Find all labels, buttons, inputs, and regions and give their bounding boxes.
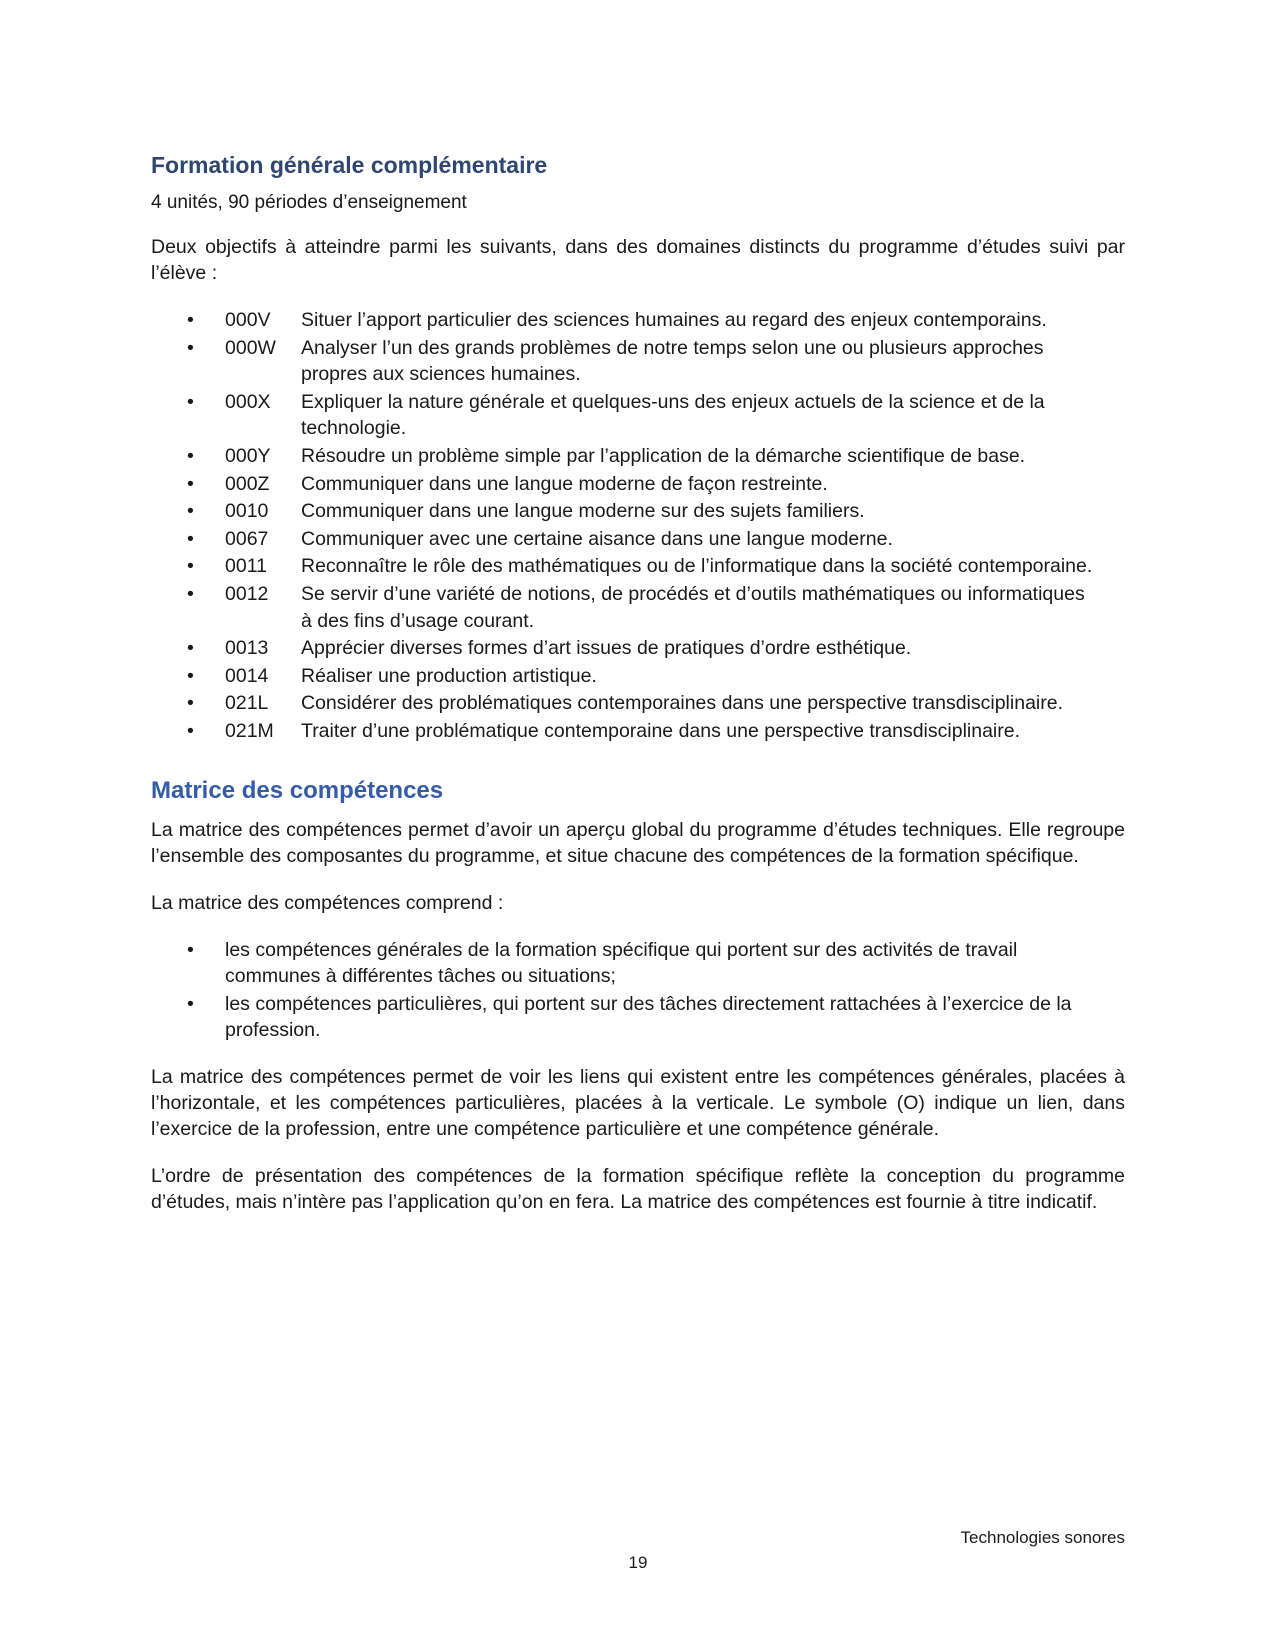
competences-list bbox=[151, 937, 1125, 1043]
section-subtitle: 4 unités, 90 périodes d’enseignement bbox=[151, 192, 467, 213]
objective-code: 000W bbox=[225, 336, 276, 359]
list-item bbox=[151, 471, 1125, 498]
objective-code: 0012 bbox=[225, 582, 269, 605]
bullet-icon: • bbox=[187, 664, 194, 687]
list-item bbox=[151, 335, 1125, 388]
bullet-icon: • bbox=[187, 582, 194, 605]
list-item bbox=[151, 553, 1125, 580]
objective-text: Communiquer dans une langue moderne sur des sujets familiers. bbox=[301, 500, 865, 523]
bullet-icon: • bbox=[187, 527, 194, 550]
list-item bbox=[151, 663, 1125, 690]
objective-text: Considérer des problématiques contemporaines dans une perspective transdisciplinaire. bbox=[301, 692, 1064, 715]
objective-text: Traiter d’une problématique contemporaine dans une perspective transdisciplinaire. bbox=[301, 719, 1021, 742]
section-title: Formation générale complémentaire bbox=[151, 152, 548, 178]
objective-text: Communiquer avec une certaine aisance dans une langue moderne. bbox=[301, 527, 893, 550]
objective-code: 021M bbox=[225, 719, 274, 742]
bullet-icon: • bbox=[187, 719, 194, 742]
page-content bbox=[151, 150, 1125, 1236]
list-item bbox=[151, 937, 1125, 989]
objective-code: 0011 bbox=[225, 555, 267, 578]
bullet-icon: • bbox=[187, 500, 194, 523]
bullet-icon: • bbox=[187, 555, 194, 578]
bullet-icon: • bbox=[187, 309, 194, 331]
objective-text: Résoudre un problème simple par l’application de la démarche scientifique de base. bbox=[301, 444, 1026, 467]
objective-text: Situer l’apport particulier des sciences humaines au regard des enjeux contemporains. bbox=[301, 309, 1047, 331]
list-item bbox=[151, 718, 1125, 745]
objective-text: Se servir d’une variété de notions, de procédés et d’outils mathématiques ou informatiques à des fins d’usage courant. bbox=[301, 582, 1085, 632]
bullet-icon: • bbox=[187, 472, 194, 495]
bullet-icon: • bbox=[187, 992, 194, 1015]
list-item bbox=[151, 498, 1125, 525]
objective-text: Communiquer dans une langue moderne de façon restreinte. bbox=[301, 472, 828, 495]
competence-text: les compétences générales de la formation spécifique qui portent sur des activités de travail communes à différentes tâches ou situations; bbox=[225, 938, 1018, 987]
bullet-icon: • bbox=[187, 692, 194, 715]
objective-code: 0067 bbox=[225, 527, 269, 550]
page-number: 19 bbox=[628, 1553, 648, 1572]
list-item bbox=[151, 690, 1125, 717]
list-item bbox=[151, 635, 1125, 662]
matrix-paragraph-1: La matrice des compétences permet d’avoir un aperçu global du programme d’études techniques. Elle regroupe l’ensemble des composantes du programme, et situe chacune des compétences de la formation spécifique. bbox=[151, 818, 1125, 867]
objective-text: Analyser l’un des grands problèmes de notre temps selon une ou plusieurs approches propres aux sciences humaines. bbox=[301, 336, 1044, 386]
bullet-icon: • bbox=[187, 444, 194, 467]
objectives-list bbox=[151, 307, 1125, 745]
bullet-icon: • bbox=[187, 336, 194, 359]
intro-paragraph: Deux objectifs à atteindre parmi les suivants, dans des domaines distincts du programme d’études suivi par l’élève : bbox=[151, 236, 1125, 284]
objective-text: Expliquer la nature générale et quelques-uns des enjeux actuels de la science et de la technologie. bbox=[301, 390, 1045, 440]
objective-code: 021L bbox=[225, 692, 269, 715]
objective-code: 000Z bbox=[225, 472, 270, 495]
matrix-paragraph-3: La matrice des compétences permet de voir les liens qui existent entre les compétences générales, placées à l’horizontale, et les compétences particulières, placées à la verticale. Le symbole (O) indique un lien, dans l’exercice de la profession, entre une compétence particulière et une compétence générale. bbox=[151, 1065, 1125, 1140]
matrix-paragraph-4: L’ordre de présentation des compétences de la formation spécifique reflète la conception du programme d’études, mais n’intère pas l’application qu’on en fera. La matrice des compétences est fournie à titre indicatif. bbox=[151, 1164, 1125, 1213]
footer-program-name: Technologies sonores bbox=[960, 1528, 1125, 1547]
list-item bbox=[151, 581, 1125, 634]
competence-text: les compétences particulières, qui portent sur des tâches directement rattachées à l’exercice de la profession. bbox=[225, 992, 1072, 1041]
objective-text: Apprécier diverses formes d’art issues de pratiques d’ordre esthétique. bbox=[301, 637, 912, 660]
objective-text: Réaliser une production artistique. bbox=[301, 664, 597, 687]
list-item bbox=[151, 991, 1125, 1043]
matrix-title: Matrice des compétences bbox=[151, 776, 444, 804]
objective-code: 0014 bbox=[225, 664, 269, 687]
objective-code: 0010 bbox=[225, 500, 269, 523]
objective-code: 000V bbox=[225, 309, 271, 331]
list-item bbox=[151, 526, 1125, 553]
list-item bbox=[151, 443, 1125, 470]
list-item bbox=[151, 389, 1125, 442]
list-item bbox=[151, 307, 1125, 334]
objective-text: Reconnaître le rôle des mathématiques ou de l’informatique dans la société contemporaine. bbox=[301, 555, 1093, 578]
matrix-paragraph-2: La matrice des compétences comprend : bbox=[151, 891, 504, 914]
objective-code: 0013 bbox=[225, 637, 269, 660]
bullet-icon: • bbox=[187, 938, 194, 961]
objective-code: 000X bbox=[225, 390, 271, 413]
bullet-icon: • bbox=[187, 637, 194, 660]
objective-code: 000Y bbox=[225, 444, 271, 467]
bullet-icon: • bbox=[187, 390, 194, 413]
